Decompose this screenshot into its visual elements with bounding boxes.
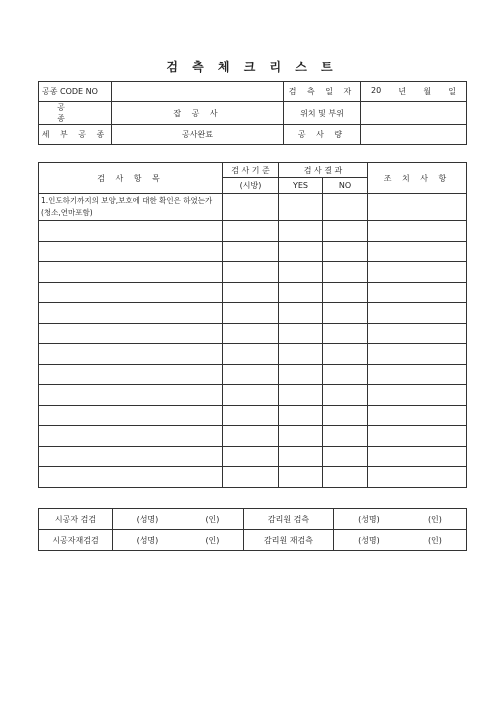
yes-cell[interactable] <box>279 446 323 467</box>
item-cell[interactable] <box>39 364 223 385</box>
name-label: (성명) <box>136 514 159 524</box>
item-cell[interactable] <box>39 344 223 365</box>
criteria-cell[interactable] <box>223 221 279 242</box>
sub-type-label: 세 부 공 종 <box>39 125 112 145</box>
name-label: (성명) <box>358 535 380 545</box>
location-label: 위치 및 부위 <box>284 102 361 125</box>
date-day-unit: 일 <box>448 87 456 96</box>
criteria-cell[interactable] <box>223 446 279 467</box>
supervisor-recheck-label: 감리원 재검측 <box>244 530 334 551</box>
work-type-label: 공 종 <box>39 102 112 125</box>
table-row <box>39 467 467 488</box>
item-cell[interactable] <box>39 282 223 303</box>
no-cell[interactable] <box>323 405 368 426</box>
yes-cell[interactable] <box>279 405 323 426</box>
criteria-cell[interactable] <box>223 262 279 283</box>
date-year-prefix: 20 <box>371 86 382 95</box>
code-field[interactable] <box>112 82 284 102</box>
table-row <box>39 344 467 365</box>
result-header: 검 사 결 과 <box>279 163 368 178</box>
document-title: 검 측 체 크 리 스 트 <box>166 60 338 74</box>
item-cell[interactable] <box>39 303 223 324</box>
no-cell[interactable] <box>323 446 368 467</box>
seal-label: (인) <box>205 535 220 545</box>
criteria-cell[interactable] <box>223 323 279 344</box>
criteria-subheader: (시방) <box>223 178 279 194</box>
contractor-recheck-sign[interactable] <box>113 530 244 551</box>
item-cell[interactable] <box>39 446 223 467</box>
quantity-field[interactable] <box>361 125 467 145</box>
no-cell[interactable] <box>323 364 368 385</box>
action-cell[interactable] <box>368 282 467 303</box>
name-label: (성명) <box>358 514 380 524</box>
criteria-cell[interactable] <box>223 344 279 365</box>
criteria-cell[interactable] <box>223 303 279 324</box>
yes-cell[interactable] <box>279 426 323 447</box>
yes-cell[interactable] <box>279 344 323 365</box>
name-label: (성명) <box>136 535 159 545</box>
no-cell[interactable] <box>323 344 368 365</box>
item-cell[interactable] <box>39 323 223 344</box>
supervisor-recheck-sign[interactable] <box>334 530 467 551</box>
yes-header: YES <box>279 178 323 194</box>
action-cell[interactable] <box>368 323 467 344</box>
date-label: 검 측 일 자 <box>284 82 361 102</box>
yes-cell[interactable] <box>279 282 323 303</box>
seal-label: (인) <box>427 535 442 545</box>
action-cell[interactable] <box>368 241 467 262</box>
criteria-header: 검 사 기 준 <box>223 163 279 178</box>
action-cell[interactable] <box>368 426 467 447</box>
no-header: NO <box>323 178 368 194</box>
table-row <box>39 241 467 262</box>
yes-cell[interactable] <box>279 364 323 385</box>
seal-label: (인) <box>427 514 442 524</box>
item-cell[interactable] <box>39 467 223 488</box>
criteria-cell[interactable] <box>223 405 279 426</box>
criteria-cell[interactable] <box>223 385 279 406</box>
location-field[interactable] <box>361 102 467 125</box>
yes-cell[interactable] <box>279 194 323 221</box>
criteria-cell[interactable] <box>223 194 279 221</box>
no-cell[interactable] <box>323 194 368 221</box>
table-row <box>39 446 467 467</box>
table-row <box>39 303 467 324</box>
date-month-unit: 월 <box>423 87 432 96</box>
action-cell[interactable] <box>368 385 467 406</box>
criteria-cell[interactable] <box>223 426 279 447</box>
seal-label: (인) <box>205 514 220 524</box>
no-cell[interactable] <box>323 282 368 303</box>
date-field[interactable] <box>361 82 467 102</box>
info-table <box>38 81 467 145</box>
table-row <box>39 385 467 406</box>
yes-cell[interactable] <box>279 241 323 262</box>
supervisor-check-sign[interactable] <box>334 509 467 530</box>
item-cell[interactable] <box>39 426 223 447</box>
action-cell[interactable] <box>368 344 467 365</box>
table-row <box>39 282 467 303</box>
table-row <box>39 405 467 426</box>
yes-cell[interactable] <box>279 385 323 406</box>
criteria-cell[interactable] <box>223 282 279 303</box>
quantity-label: 공 사 량 <box>284 125 361 145</box>
table-row <box>39 262 467 283</box>
item-cell[interactable] <box>39 405 223 426</box>
contractor-check-label: 시공자 검검 <box>39 509 113 530</box>
criteria-cell[interactable] <box>223 241 279 262</box>
action-cell[interactable] <box>368 194 467 221</box>
action-cell[interactable] <box>368 262 467 283</box>
action-header: 조 치 사 항 <box>368 163 467 194</box>
action-cell[interactable] <box>368 467 467 488</box>
contractor-recheck-label: 시공자재검검 <box>39 530 113 551</box>
action-cell[interactable] <box>368 446 467 467</box>
no-cell[interactable] <box>323 385 368 406</box>
item-text: 1.인도하기까지의 보양,보호에 대한 확인은 하였는가(청소,연마포함) <box>39 194 223 221</box>
item-cell[interactable] <box>39 262 223 283</box>
no-cell[interactable] <box>323 221 368 242</box>
no-cell[interactable] <box>323 323 368 344</box>
action-cell[interactable] <box>368 221 467 242</box>
yes-cell[interactable] <box>279 467 323 488</box>
no-cell[interactable] <box>323 262 368 283</box>
code-label: 공종 CODE NO <box>39 82 112 102</box>
criteria-cell[interactable] <box>223 467 279 488</box>
item-cell[interactable] <box>39 221 223 242</box>
table-row <box>39 426 467 447</box>
yes-cell[interactable] <box>279 221 323 242</box>
action-cell[interactable] <box>368 303 467 324</box>
no-cell[interactable] <box>323 467 368 488</box>
table-row <box>39 194 467 221</box>
no-cell[interactable] <box>323 426 368 447</box>
no-cell[interactable] <box>323 241 368 262</box>
table-row <box>39 221 467 242</box>
item-cell[interactable] <box>39 385 223 406</box>
action-cell[interactable] <box>368 405 467 426</box>
contractor-check-sign[interactable] <box>113 509 244 530</box>
table-row <box>39 364 467 385</box>
supervisor-check-label: 감리원 검측 <box>244 509 334 530</box>
action-cell[interactable] <box>368 364 467 385</box>
date-year-unit: 년 <box>398 87 407 96</box>
sub-type-value: 공사완료 <box>112 125 284 145</box>
work-type-value: 잡 공 사 <box>112 102 284 125</box>
yes-cell[interactable] <box>279 303 323 324</box>
item-header: 검 사 항 목 <box>39 163 223 194</box>
criteria-cell[interactable] <box>223 364 279 385</box>
yes-cell[interactable] <box>279 262 323 283</box>
no-cell[interactable] <box>323 303 368 324</box>
yes-cell[interactable] <box>279 323 323 344</box>
checklist-table <box>38 162 467 488</box>
signature-table <box>38 508 467 551</box>
table-row <box>39 323 467 344</box>
item-cell[interactable] <box>39 241 223 262</box>
